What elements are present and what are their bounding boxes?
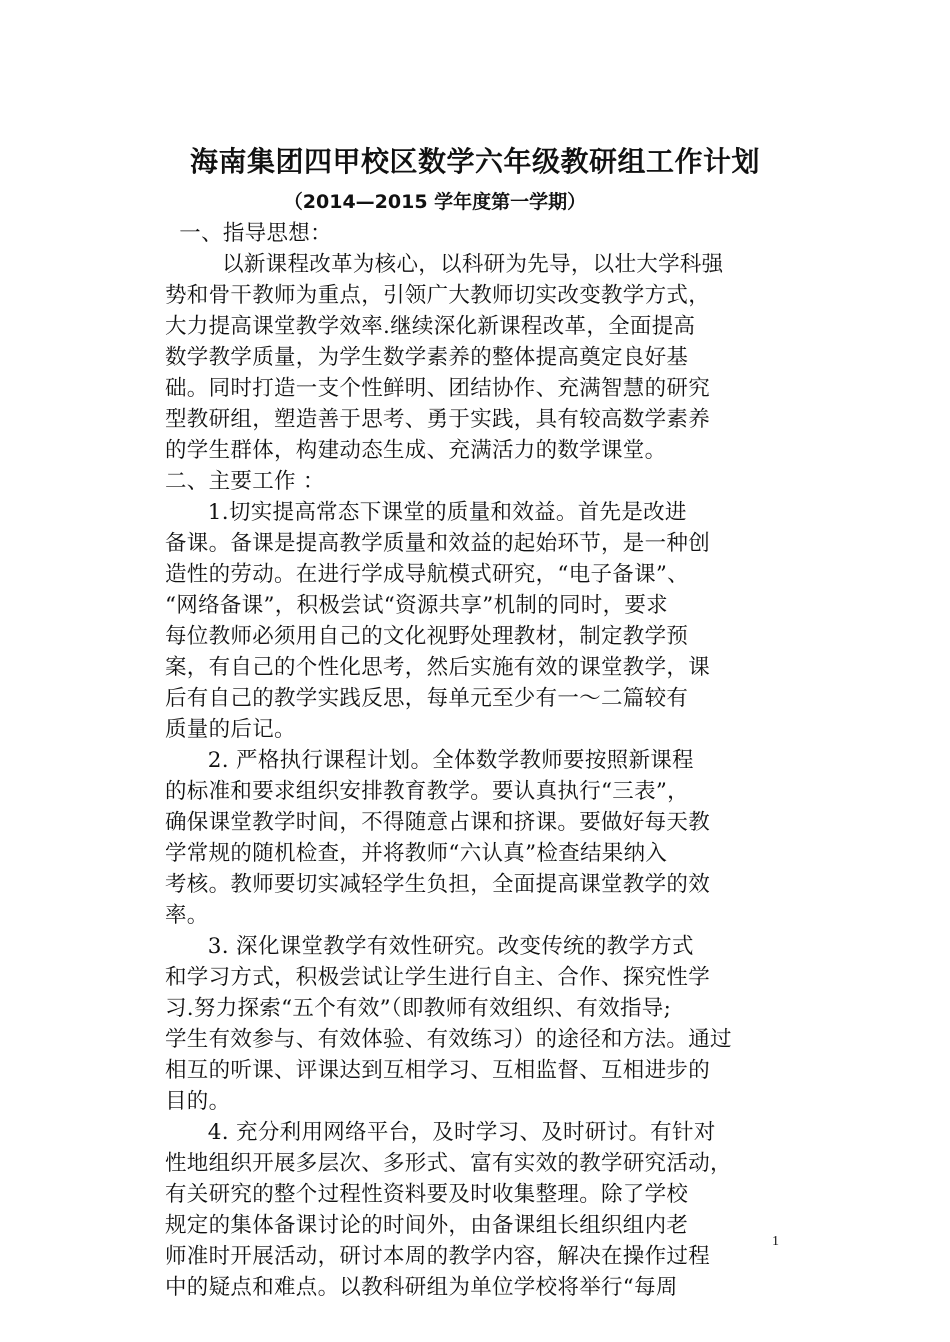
text-line: 性地组织开展多层次、多形式、富有实效的教学研究活动， [165,1151,732,1176]
text-line: 和学习方式，积极尝试让学生进行自主、合作、探究性学 [165,965,711,990]
text-line: 每位教师必须用自己的文化视野处理教材，制定教学预 [165,624,689,649]
text-line: 考核。教师要切实减轻学生负担，全面提高课堂教学的效 [165,872,711,897]
text-line: 有关研究的整个过程性资料要及时收集整理。除了学校 [165,1182,689,1207]
text-line: 师准时开展活动，研讨本周的教学内容，解决在操作过程 [165,1244,711,1269]
text-line: 相互的听课、评课达到互相学习、互相监督、互相进步的 [165,1058,711,1083]
page-number: 1 [772,1234,779,1249]
text-line: 势和骨干教师为重点，引领广大教师切实改变教学方式， [165,283,711,308]
text-line: 4. 充分利用网络平台，及时学习、及时研讨。有针对 [165,1120,716,1145]
text-line: 确保课堂教学时间，不得随意占课和挤课。要做好每天教 [165,810,711,835]
text-line: 3. 深化课堂教学有效性研究。改变传统的教学方式 [165,934,694,959]
text-line: 案，有自己的个性化思考，然后实施有效的课堂教学，课 [165,655,711,680]
text-line: 型教研组，塑造善于思考、勇于实践，具有较高数学素养 [165,407,711,432]
text-line: 础。同时打造一支个性鲜明、团结协作、充满智慧的研究 [165,376,711,401]
text-line: 后有自己的教学实践反思，每单元至少有一～二篇较有 [165,686,689,711]
text-line: 学常规的随机检查，并将教师“六认真”检查结果纳入 [165,841,668,866]
text-line: 习.努力探索“五个有效”（即教师有效组织、有效指导; [165,996,672,1021]
text-line: 规定的集体备课讨论的时间外，由备课组长组织组内老 [165,1213,689,1238]
text-line: 以新课程改革为核心，以科研为先导，以壮大学科强 [165,252,724,277]
text-line: 的标准和要求组织安排教育教学。要认真执行“三表”， [165,779,689,804]
text-line: 备课。备课是提高教学质量和效益的起始环节，是一种创 [165,531,711,556]
text-line: 质量的后记。 [165,717,296,742]
text-line: 目的。 [165,1089,231,1114]
document-body [165,218,795,1303]
document-title: 海南集团四甲校区数学六年级教研组工作计划 [189,145,760,178]
text-line: 中的疑点和难点。以教科研组为单位学校将举行“每周 [165,1275,678,1300]
document-subtitle: （2014—2015 学年度第一学期） [283,191,587,213]
text-line: 学生有效参与、有效体验、有效练习）的途径和方法。通过 [165,1027,732,1052]
text-line: 1.切实提高常态下课堂的质量和效益。首先是改进 [165,500,687,525]
text-line: 的学生群体，构建动态生成、充满活力的数学课堂。 [165,438,667,463]
text-line: 造性的劳动。在进行学成导航模式研究，“电子备课”、 [165,562,689,587]
text-line: 数学教学质量，为学生数学素养的整体提高奠定良好基 [165,345,689,370]
text-line: 二、主要工作 ： [165,469,325,494]
text-line: 2. 严格执行课程计划。全体数学教师要按照新课程 [165,748,694,773]
text-line: 一、指导思想： [165,221,332,246]
text-line: 率。 [165,903,209,928]
text-line: “网络备课”，积极尝试“资源共享”机制的同时，要求 [165,593,668,618]
text-line: 大力提高课堂教学效率.继续深化新课程改革，全面提高 [165,314,696,339]
